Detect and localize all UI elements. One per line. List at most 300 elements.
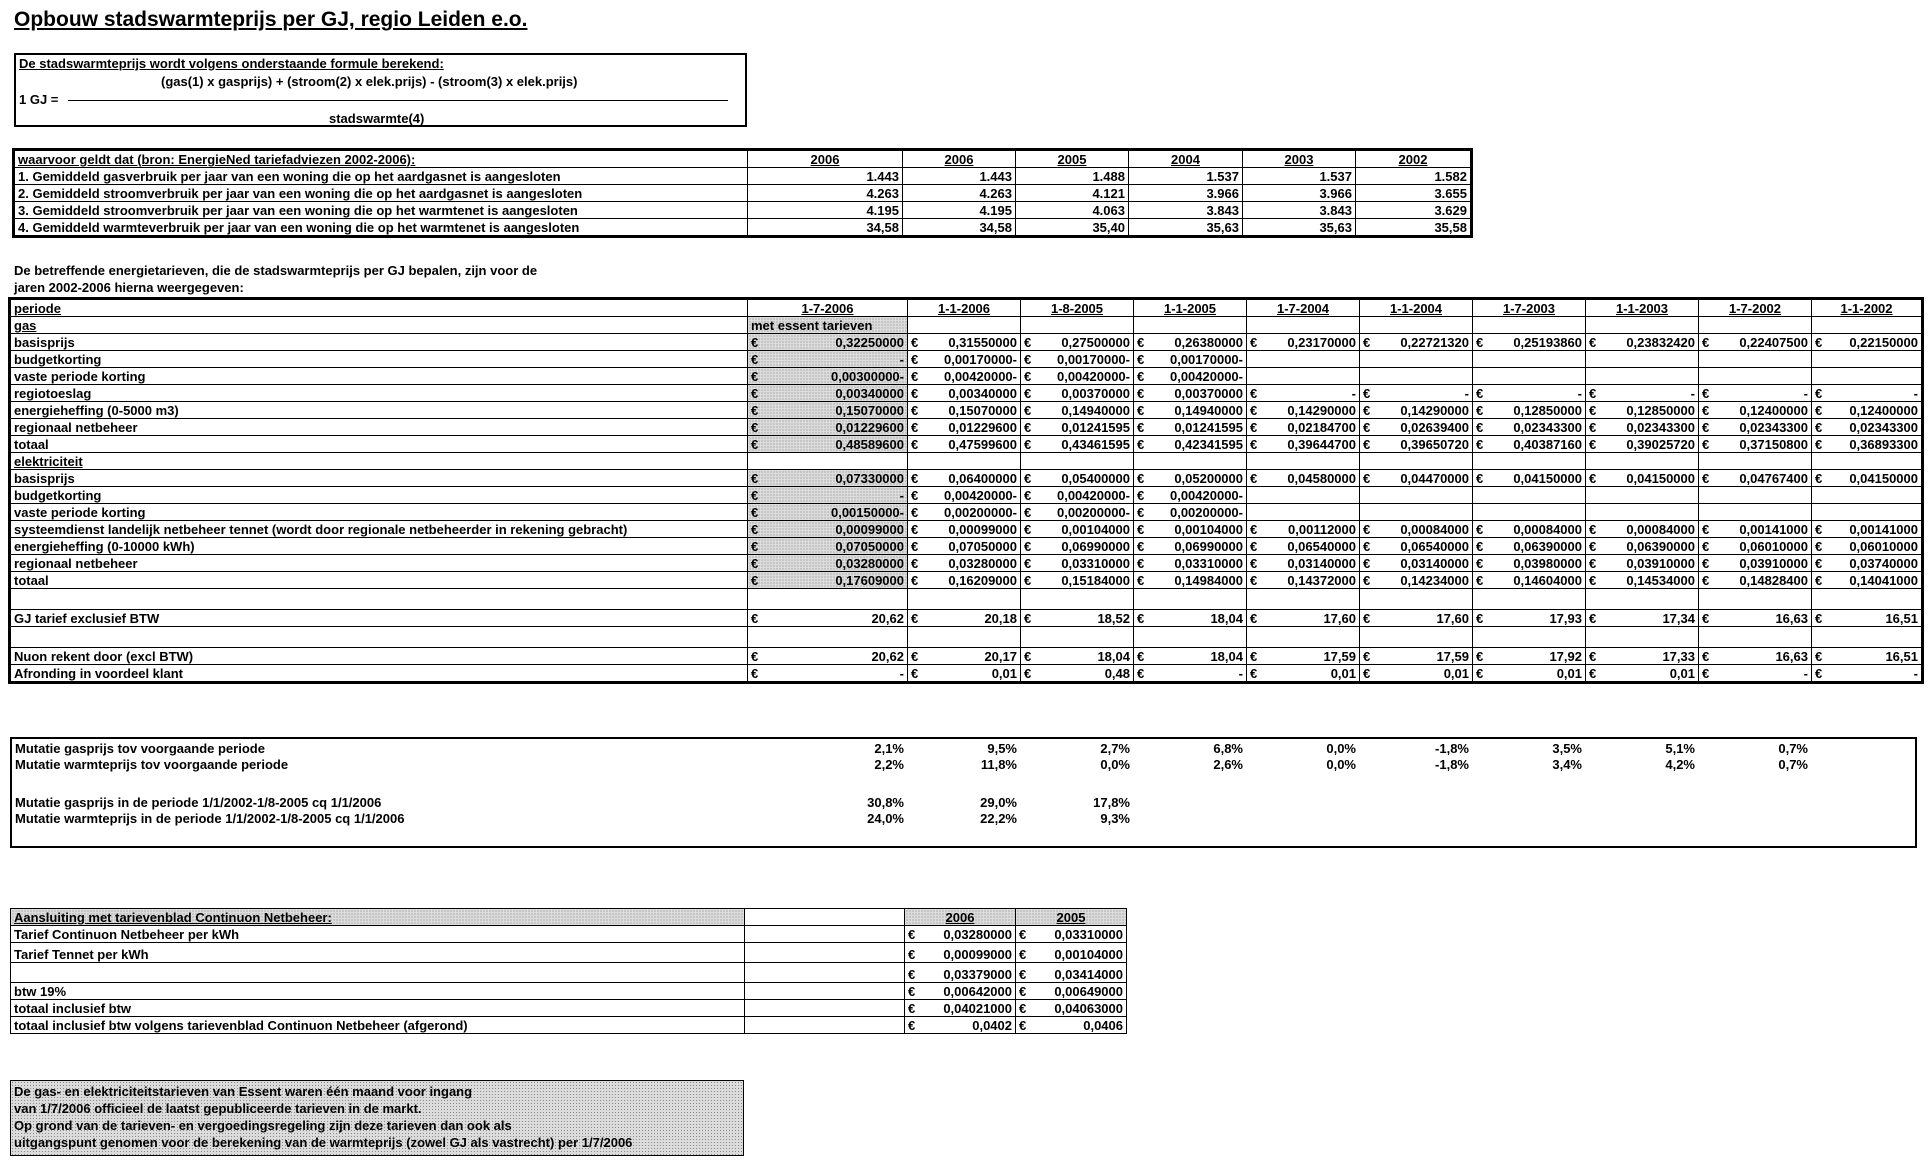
tariff-amount: 0,14041000 — [1849, 573, 1918, 588]
currency-symbol: € — [1702, 403, 1710, 418]
tariff-amount: 0,07330000 — [835, 471, 904, 486]
currency-symbol: € — [1363, 611, 1371, 626]
gas-row — [11, 419, 1922, 436]
summary-value — [1586, 648, 1699, 665]
empty-cell — [745, 909, 905, 926]
tariff-amount: 0,00420000- — [943, 369, 1017, 384]
empty-cell — [1360, 453, 1473, 470]
currency-symbol: € — [1476, 666, 1484, 681]
tariff-amount: 0,02639400 — [1400, 420, 1469, 435]
tariff-amount: 0,06010000 — [1849, 539, 1918, 554]
continuon-amount: 0,03310000 — [1054, 927, 1123, 942]
tariff-value — [1699, 402, 1812, 419]
consumption-value: 4.263 — [748, 185, 903, 202]
tariff-amount: 0,00420000- — [1056, 369, 1130, 384]
mutation-value: 11,8% — [980, 757, 1017, 772]
tariff-value — [1699, 385, 1812, 402]
mutation-value: 0,7% — [1778, 741, 1808, 756]
tariff-label: totaal — [11, 572, 748, 589]
empty-cell — [1021, 453, 1134, 470]
currency-symbol: € — [908, 1018, 916, 1033]
currency-symbol: € — [1019, 984, 1027, 999]
mutation-value: 3,4% — [1552, 757, 1582, 772]
tariff-amount: 0,00200000- — [943, 505, 1017, 520]
tariff-amount: 0,00104000 — [1061, 522, 1130, 537]
mutation-value — [1246, 794, 1359, 810]
tariff-value — [908, 487, 1021, 504]
tariff-amount: 0,14534000 — [1626, 573, 1695, 588]
currency-symbol: € — [1250, 539, 1258, 554]
currency-symbol: € — [1024, 666, 1032, 681]
mutation-value: 24,0% — [867, 811, 904, 826]
mutation-value: 0,0% — [1326, 757, 1356, 772]
tariff-value — [908, 385, 1021, 402]
summary-amount: 0,01 — [1556, 666, 1582, 681]
gas-row — [11, 334, 1922, 351]
summary-value — [1134, 648, 1247, 665]
gas-section — [11, 317, 1922, 334]
tariff-amount: 0,07050000 — [948, 539, 1017, 554]
continuon-amount: 0,03414000 — [1054, 967, 1123, 982]
empty-cell — [1812, 453, 1922, 470]
elec-row — [11, 504, 1922, 521]
tariff-amount: 0,00340000 — [948, 386, 1017, 401]
elec-row — [11, 555, 1922, 572]
currency-symbol: € — [911, 505, 919, 520]
currency-symbol: € — [751, 471, 759, 486]
tariff-value — [1247, 385, 1360, 402]
currency-symbol: € — [1363, 386, 1371, 401]
empty-cell — [1586, 317, 1699, 334]
tariff-value — [748, 538, 908, 555]
currency-symbol: € — [751, 403, 759, 418]
period-header: 1-7-2006 — [748, 300, 908, 317]
continuon-row — [11, 943, 1127, 963]
tariff-value — [1021, 538, 1134, 555]
tariff-value — [908, 538, 1021, 555]
tariff-value — [1134, 521, 1247, 538]
consumption-value: 3.843 — [1243, 202, 1356, 219]
tariff-value — [1134, 368, 1247, 385]
tariff-value — [1360, 436, 1473, 453]
currency-symbol: € — [1476, 386, 1484, 401]
consumption-row — [15, 202, 1471, 219]
currency-symbol: € — [751, 352, 759, 367]
continuon-amount: 0,03280000 — [943, 927, 1012, 942]
currency-symbol: € — [1250, 556, 1258, 571]
mutation-value: -1,8% — [1435, 757, 1469, 772]
consumption-label: 4. Gemiddeld warmteverbruik per jaar van een woning die op het warmtenet is aangesloten — [15, 219, 748, 236]
consumption-value: 3.843 — [1129, 202, 1243, 219]
period-header: 1-8-2005 — [1021, 300, 1134, 317]
currency-symbol: € — [751, 420, 759, 435]
consumption-value: 1.443 — [748, 168, 903, 185]
tariff-value — [1360, 487, 1473, 504]
tariff-amount: 0,22721320 — [1400, 335, 1469, 350]
summary-value — [1021, 610, 1134, 627]
tariff-amount: 0,31550000 — [948, 335, 1017, 350]
tariff-value — [1699, 334, 1812, 351]
empty-cell — [1134, 627, 1247, 648]
tariff-amount: 0,00084000 — [1400, 522, 1469, 537]
mutation-value — [1585, 810, 1698, 826]
tariff-value — [1021, 419, 1134, 436]
summary-value — [1247, 665, 1360, 682]
tariff-amount: 0,12400000 — [1739, 403, 1808, 418]
currency-symbol: € — [1476, 335, 1484, 350]
mutation-value: -1,8% — [1435, 741, 1469, 756]
afronding-row — [11, 665, 1922, 682]
currency-symbol: € — [908, 967, 916, 982]
tariff-label: basisprijs — [11, 470, 748, 487]
summary-amount: 18,52 — [1097, 611, 1130, 626]
tariff-label: vaste periode korting — [11, 368, 748, 385]
summary-amount: - — [1803, 666, 1808, 681]
currency-symbol: € — [1137, 505, 1145, 520]
tariff-value — [1473, 470, 1586, 487]
intro-line-1: De betreffende energietarieven, die de stadswarmteprijs per GJ bepalen, zijn voor de — [14, 263, 538, 278]
currency-symbol: € — [1815, 386, 1823, 401]
mutation-value — [1585, 794, 1698, 810]
currency-symbol: € — [1137, 539, 1145, 554]
currency-symbol: € — [1024, 649, 1032, 664]
currency-symbol: € — [1476, 649, 1484, 664]
currency-symbol: € — [1589, 522, 1597, 537]
tariff-amount: - — [1464, 386, 1469, 401]
tariff-value — [1812, 572, 1922, 589]
nuon-row-label: Nuon rekent door (excl BTW) — [11, 648, 748, 665]
currency-symbol: € — [1815, 471, 1823, 486]
tariff-value — [1021, 555, 1134, 572]
year-header: 2004 — [1129, 151, 1243, 168]
tariff-value — [748, 504, 908, 521]
continuon-label: btw 19% — [11, 983, 745, 1000]
currency-symbol: € — [911, 488, 919, 503]
currency-symbol: € — [1589, 556, 1597, 571]
tariff-value — [1247, 334, 1360, 351]
currency-symbol: € — [1815, 573, 1823, 588]
continuon-value — [905, 926, 1016, 943]
tariff-value — [1586, 351, 1699, 368]
continuon-row — [11, 926, 1127, 943]
tariff-value — [1360, 521, 1473, 538]
mutation-value — [1359, 794, 1472, 810]
tariff-value — [748, 334, 908, 351]
currency-symbol: € — [1137, 611, 1145, 626]
currency-symbol: € — [1589, 335, 1597, 350]
empty-cell — [11, 589, 748, 610]
currency-symbol: € — [1137, 556, 1145, 571]
empty-cell — [11, 627, 748, 648]
empty-cell — [745, 1000, 905, 1017]
currency-symbol: € — [1476, 403, 1484, 418]
currency-symbol: € — [1250, 573, 1258, 588]
tariff-value — [1021, 436, 1134, 453]
tariff-value — [1473, 572, 1586, 589]
currency-symbol: € — [908, 1001, 916, 1016]
tariff-amount: 0,03310000 — [1174, 556, 1243, 571]
mutation-value — [1698, 794, 1811, 810]
currency-symbol: € — [751, 666, 759, 681]
continuon-row — [11, 983, 1127, 1000]
summary-value — [1134, 665, 1247, 682]
mutation-value: 4,2% — [1665, 757, 1695, 772]
currency-symbol: € — [751, 488, 759, 503]
tariff-label: systeemdienst landelijk netbeheer tennet (wordt door regionale netbeheerder in rekening gebracht) — [11, 521, 748, 538]
currency-symbol: € — [1702, 539, 1710, 554]
currency-symbol: € — [1589, 403, 1597, 418]
tariff-amount: 0,39650720 — [1400, 437, 1469, 452]
tariff-amount: - — [1690, 386, 1695, 401]
summary-value — [1699, 610, 1812, 627]
summary-value — [1134, 610, 1247, 627]
essent-note — [10, 1080, 744, 1156]
page-title: Opbouw stadswarmteprijs per GJ, regio Leiden e.o. — [14, 8, 528, 31]
tariff-amount: 0,02184700 — [1287, 420, 1356, 435]
currency-symbol: € — [1024, 403, 1032, 418]
tariff-value — [1586, 555, 1699, 572]
tariff-value — [908, 470, 1021, 487]
note-line: uitgangspunt genomen voor de berekening van de warmteprijs (zowel GJ als vastrecht) per 1/7/2006 — [14, 1135, 633, 1150]
tariff-amount: - — [1803, 386, 1808, 401]
empty-cell — [1021, 627, 1134, 648]
mutation-value: 9,3% — [1100, 811, 1130, 826]
tariff-value — [1473, 385, 1586, 402]
tariff-amount: - — [1351, 386, 1356, 401]
consumption-value: 3.655 — [1356, 185, 1471, 202]
tariff-value — [748, 487, 908, 504]
tariff-amount: 0,43461595 — [1061, 437, 1130, 452]
tariff-value — [1247, 555, 1360, 572]
currency-symbol: € — [1589, 386, 1597, 401]
tariff-value — [1134, 487, 1247, 504]
tariff-amount: 0,23170000 — [1287, 335, 1356, 350]
tariff-amount: 0,15070000 — [948, 403, 1017, 418]
tariff-value — [1247, 572, 1360, 589]
currency-symbol: € — [1589, 471, 1597, 486]
summary-amount: 16,51 — [1885, 649, 1918, 664]
currency-symbol: € — [911, 556, 919, 571]
tariff-value — [1812, 385, 1922, 402]
tariff-amount: 0,03980000 — [1513, 556, 1582, 571]
currency-symbol: € — [1019, 1001, 1027, 1016]
continuon-value — [905, 983, 1016, 1000]
elec-row — [11, 470, 1922, 487]
tariff-value — [1586, 385, 1699, 402]
summary-value — [1473, 665, 1586, 682]
tariff-value — [1586, 504, 1699, 521]
consumption-value: 1.582 — [1356, 168, 1471, 185]
tariff-amount: 0,36893300 — [1849, 437, 1918, 452]
currency-symbol: € — [911, 649, 919, 664]
tariff-amount: 0,04470000 — [1400, 471, 1469, 486]
mutation-value: 22,2% — [980, 811, 1017, 826]
empty-cell — [748, 627, 908, 648]
tariff-amount: 0,12400000 — [1849, 403, 1918, 418]
empty-cell — [1360, 627, 1473, 648]
consumption-label: 3. Gemiddeld stroomverbruik per jaar van een woning die op het warmtenet is aangesloten — [15, 202, 748, 219]
summary-amount: 17,93 — [1549, 611, 1582, 626]
tariff-amount: 0,00370000 — [1061, 386, 1130, 401]
currency-symbol: € — [1019, 967, 1027, 982]
currency-symbol: € — [751, 369, 759, 384]
tariff-value — [1134, 436, 1247, 453]
empty-cell — [1586, 627, 1699, 648]
currency-symbol: € — [1137, 573, 1145, 588]
tariff-value — [908, 368, 1021, 385]
empty-cell — [1021, 589, 1134, 610]
currency-symbol: € — [1476, 611, 1484, 626]
currency-symbol: € — [1815, 420, 1823, 435]
tariff-amount: 0,37150800 — [1739, 437, 1808, 452]
formula-heading: De stadswarmteprijs wordt volgens onderstaande formule berekend: — [19, 56, 444, 71]
tariff-value — [1473, 555, 1586, 572]
tariff-amount: 0,00420000- — [1056, 488, 1130, 503]
tariff-value — [1360, 504, 1473, 521]
afronding-row-label: Afronding in voordeel klant — [11, 665, 748, 682]
tariff-value — [748, 470, 908, 487]
mutation-value — [1472, 810, 1585, 826]
mutation-value — [1698, 810, 1811, 826]
period-label: periode — [11, 300, 748, 317]
tariff-amount: 0,14290000 — [1400, 403, 1469, 418]
currency-symbol: € — [911, 386, 919, 401]
tariff-value — [1247, 487, 1360, 504]
tariff-amount: 0,05200000 — [1174, 471, 1243, 486]
mutation-value: 2,6% — [1213, 757, 1243, 772]
currency-symbol: € — [911, 471, 919, 486]
currency-symbol: € — [1702, 471, 1710, 486]
summary-amount: 16,63 — [1775, 611, 1808, 626]
tariff-amount: 0,40387160 — [1513, 437, 1582, 452]
tariff-amount: 0,02343300 — [1739, 420, 1808, 435]
tariff-value — [1360, 538, 1473, 555]
currency-symbol: € — [751, 556, 759, 571]
currency-symbol: € — [1815, 556, 1823, 571]
tariff-amount: 0,48589600 — [835, 437, 904, 452]
tariff-value — [1586, 419, 1699, 436]
gas-section-label: gas — [11, 317, 748, 334]
tariff-amount: 0,06400000 — [948, 471, 1017, 486]
currency-symbol: € — [1019, 927, 1027, 942]
tariff-amount: 0,16209000 — [948, 573, 1017, 588]
tariff-value — [908, 504, 1021, 521]
tariff-amount: 0,32250000 — [835, 335, 904, 350]
tariff-value — [908, 555, 1021, 572]
currency-symbol: € — [1024, 556, 1032, 571]
consumption-label: 1. Gemiddeld gasverbruik per jaar van een woning die op het aardgasnet is aangesloten — [15, 168, 748, 185]
currency-symbol: € — [1024, 369, 1032, 384]
empty-cell — [908, 627, 1021, 648]
tariff-amount: 0,00420000- — [1169, 369, 1243, 384]
empty-cell — [1247, 317, 1360, 334]
tariff-value — [1021, 487, 1134, 504]
tariff-amount: 0,03280000 — [835, 556, 904, 571]
tariff-value — [1021, 334, 1134, 351]
summary-value — [1586, 610, 1699, 627]
tariff-value — [748, 521, 908, 538]
currency-symbol: € — [911, 666, 919, 681]
summary-amount: 0,01 — [1669, 666, 1695, 681]
tariff-value — [1812, 470, 1922, 487]
tariff-amount: 0,01241595 — [1174, 420, 1243, 435]
tariff-amount: 0,14940000 — [1061, 403, 1130, 418]
continuon-value — [1016, 943, 1127, 963]
tariff-amount: 0,25193860 — [1513, 335, 1582, 350]
note-line: van 1/7/2006 officieel de laatst gepubliceerde tarieven in de markt. — [14, 1101, 422, 1116]
tariff-amount: 0,03740000 — [1849, 556, 1918, 571]
summary-amount: 20,18 — [984, 611, 1017, 626]
gas-row — [11, 351, 1922, 368]
tariff-amount: 0,15184000 — [1061, 573, 1130, 588]
currency-symbol: € — [1137, 666, 1145, 681]
continuon-value — [1016, 1017, 1127, 1034]
summary-value — [1021, 665, 1134, 682]
tariff-value — [1134, 385, 1247, 402]
tariff-value — [1134, 419, 1247, 436]
empty-cell — [1699, 627, 1812, 648]
consumption-value: 1.537 — [1243, 168, 1356, 185]
tariff-amount: 0,02343300 — [1626, 420, 1695, 435]
empty-cell — [908, 317, 1021, 334]
empty-cell — [1586, 453, 1699, 470]
tariff-label: regionaal netbeheer — [11, 555, 748, 572]
tariff-value — [1699, 368, 1812, 385]
currency-symbol: € — [1815, 437, 1823, 452]
continuon-table — [10, 908, 1127, 1034]
tariff-label: energieheffing (0-5000 m3) — [11, 402, 748, 419]
summary-amount: 18,04 — [1097, 649, 1130, 664]
formula-lhs: 1 GJ = — [19, 92, 59, 107]
tariff-value — [1812, 538, 1922, 555]
elec-row — [11, 487, 1922, 504]
consumption-row — [15, 185, 1471, 202]
summary-amount: 16,51 — [1885, 611, 1918, 626]
tariff-amount: 0,01229600 — [948, 420, 1017, 435]
empty-cell — [1812, 589, 1922, 610]
consumption-value: 3.966 — [1129, 185, 1243, 202]
mutation-gas-row — [12, 740, 1916, 756]
currency-symbol: € — [1363, 649, 1371, 664]
summary-amount: - — [1238, 666, 1243, 681]
tariff-value — [1699, 521, 1812, 538]
period-header: 1-1-2002 — [1812, 300, 1922, 317]
tariff-value — [908, 419, 1021, 436]
tariff-amount: 0,14372000 — [1287, 573, 1356, 588]
tariff-value — [1247, 504, 1360, 521]
currency-symbol: € — [1702, 666, 1710, 681]
currency-symbol: € — [1024, 505, 1032, 520]
year-header: 2005 — [1016, 151, 1129, 168]
tariff-label: budgetkorting — [11, 487, 748, 504]
tariff-amount: 0,03310000 — [1061, 556, 1130, 571]
year-header: 2002 — [1356, 151, 1471, 168]
tariff-amount: 0,02343300 — [1513, 420, 1582, 435]
empty-cell — [1247, 627, 1360, 648]
tariff-value — [1247, 402, 1360, 419]
currency-symbol: € — [1702, 556, 1710, 571]
tariff-value — [908, 436, 1021, 453]
consumption-row — [15, 168, 1471, 185]
tariff-value — [1360, 351, 1473, 368]
tariff-value — [1134, 351, 1247, 368]
tariff-amount: 0,00170000- — [1056, 352, 1130, 367]
currency-symbol: € — [1363, 437, 1371, 452]
mutation-warmte-row — [12, 756, 1916, 772]
elec-total-row — [11, 572, 1922, 589]
continuon-amount: 0,03379000 — [943, 967, 1012, 982]
empty-cell — [1360, 589, 1473, 610]
